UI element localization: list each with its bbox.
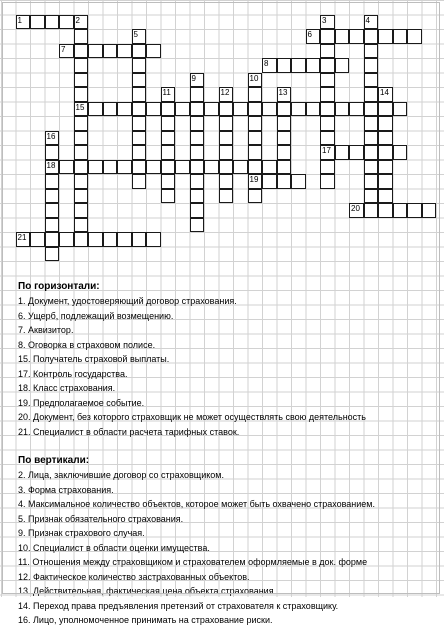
crossword-cell[interactable]	[161, 160, 176, 175]
crossword-cell[interactable]	[132, 58, 147, 73]
crossword-cell[interactable]	[219, 174, 234, 189]
down-clue-16: 16. Лицо, уполномоченное принимать на страхование риски.	[18, 615, 273, 625]
down-clue-14: 14. Переход права предъявления претензий от страхователя к страховщику.	[18, 600, 339, 611]
crossword-cell[interactable]	[190, 203, 205, 218]
crossword-cell[interactable]	[277, 174, 292, 189]
crossword-cell[interactable]	[378, 116, 393, 131]
crossword-cell[interactable]	[320, 102, 335, 117]
crossword-cell[interactable]	[45, 131, 60, 146]
crossword-cell[interactable]	[103, 44, 118, 59]
crossword-cell[interactable]	[364, 174, 379, 189]
crossword-cell[interactable]	[190, 73, 205, 88]
crossword-cell[interactable]	[45, 145, 60, 160]
crossword-cell[interactable]	[74, 29, 89, 44]
crossword-cell[interactable]	[219, 116, 234, 131]
crossword-cell[interactable]	[335, 145, 350, 160]
crossword-cell[interactable]	[88, 44, 103, 59]
crossword-cell[interactable]	[117, 160, 132, 175]
crossword-cell[interactable]	[320, 87, 335, 102]
crossword-cell[interactable]	[320, 44, 335, 59]
crossword-cell[interactable]	[378, 145, 393, 160]
crossword-cell[interactable]	[103, 160, 118, 175]
crossword-cell[interactable]	[320, 29, 335, 44]
clue-number: 4	[365, 15, 370, 25]
crossword-cell[interactable]	[132, 116, 147, 131]
crossword-cell[interactable]	[132, 29, 147, 44]
crossword-cell[interactable]	[16, 232, 31, 247]
crossword-cell[interactable]	[132, 87, 147, 102]
crossword-cell[interactable]	[103, 232, 118, 247]
across-clue-7: 7. Аквизитор.	[18, 325, 74, 335]
across-clue-21: 21. Специалист в области расчета тарифных ставок.	[18, 426, 240, 437]
crossword-cell[interactable]	[393, 29, 408, 44]
crossword-cell[interactable]	[45, 15, 60, 30]
crossword-cell[interactable]	[393, 102, 408, 117]
crossword-cell[interactable]	[219, 87, 234, 102]
crossword-cell[interactable]	[74, 116, 89, 131]
crossword-cell[interactable]	[378, 203, 393, 218]
crossword-cell[interactable]	[262, 58, 277, 73]
crossword-cell[interactable]	[190, 102, 205, 117]
crossword-cell[interactable]	[262, 102, 277, 117]
clue-number: 15	[75, 102, 85, 112]
crossword-cell[interactable]	[219, 160, 234, 175]
crossword-cell[interactable]	[320, 73, 335, 88]
crossword-cell[interactable]	[364, 87, 379, 102]
crossword-cell[interactable]	[378, 29, 393, 44]
across-clue-17: 17. Контроль государства.	[18, 368, 128, 379]
crossword-cell[interactable]	[364, 102, 379, 117]
across-clue-20: 20. Документ, без которого страховщик не может осуществлять свою деятельность	[18, 412, 366, 422]
clue-number: 3	[322, 15, 327, 25]
crossword-cell[interactable]	[248, 145, 263, 160]
crossword-cell[interactable]	[219, 189, 234, 204]
crossword-cell[interactable]	[364, 145, 379, 160]
crossword-cell[interactable]	[74, 218, 89, 233]
crossword-cell[interactable]	[378, 102, 393, 117]
crossword-cell[interactable]	[349, 102, 364, 117]
crossword-cell[interactable]	[190, 131, 205, 146]
crossword-cell[interactable]	[74, 174, 89, 189]
crossword-cell[interactable]	[320, 58, 335, 73]
crossword-cell[interactable]	[277, 131, 292, 146]
clue-number: 5	[133, 30, 138, 39]
crossword-cell[interactable]	[74, 87, 89, 102]
crossword-cell[interactable]	[175, 160, 190, 175]
crossword-cell[interactable]	[74, 15, 89, 30]
clue-number: 12	[220, 88, 230, 97]
clue-number: 17	[322, 146, 331, 155]
crossword-cell[interactable]	[219, 131, 234, 146]
crossword-cell[interactable]	[393, 145, 408, 160]
crossword-cell[interactable]	[364, 15, 379, 30]
crossword-cell[interactable]	[45, 203, 60, 218]
crossword-cell[interactable]	[74, 189, 89, 204]
crossword-cell[interactable]	[161, 102, 176, 117]
crossword-cell[interactable]	[74, 44, 89, 59]
crossword-cell[interactable]	[248, 160, 263, 175]
crossword-cell[interactable]	[291, 58, 306, 73]
crossword-cell[interactable]	[393, 203, 408, 218]
clue-number: 13	[278, 88, 288, 97]
crossword-cell[interactable]	[88, 232, 103, 247]
clue-number: 11	[162, 88, 171, 97]
crossword-cell[interactable]	[364, 189, 379, 204]
crossword-cell[interactable]	[233, 102, 248, 117]
crossword-cell[interactable]	[132, 232, 147, 247]
crossword-cell[interactable]	[364, 58, 379, 73]
crossword-cell[interactable]	[335, 58, 350, 73]
crossword-cell[interactable]	[262, 174, 277, 189]
clue-number: 21	[17, 233, 27, 242]
crossword-cell[interactable]	[132, 73, 147, 88]
crossword-cell[interactable]	[190, 160, 205, 175]
crossword-cell[interactable]	[45, 174, 60, 189]
across-clue-15: 15. Получатель страховой выплаты.	[18, 354, 170, 364]
crossword-cell[interactable]	[30, 15, 45, 30]
crossword-cell[interactable]	[277, 116, 292, 131]
crossword-cell[interactable]	[320, 116, 335, 131]
across-clue-1: 1. Документ, удостоверяющий договор страхования.	[18, 296, 237, 306]
crossword-cell[interactable]	[378, 131, 393, 146]
crossword-cell[interactable]	[132, 174, 147, 189]
clue-number: 19	[249, 175, 259, 184]
down-clue-5: 5. Признак обязательного страхования.	[18, 513, 184, 524]
crossword-cell[interactable]	[146, 232, 161, 247]
clue-number: 9	[191, 73, 196, 83]
crossword-cell[interactable]	[248, 189, 263, 204]
crossword-cell[interactable]	[74, 145, 89, 160]
crossword-cell[interactable]	[146, 102, 161, 117]
crossword-cell[interactable]	[161, 145, 176, 160]
crossword-cell[interactable]	[248, 87, 263, 102]
crossword-cell[interactable]	[74, 232, 89, 247]
crossword-cell[interactable]	[45, 160, 60, 175]
clue-number: 18	[46, 160, 56, 170]
crossword-cell[interactable]	[74, 160, 89, 175]
crossword-cell[interactable]	[146, 44, 161, 59]
crossword-cell[interactable]	[364, 44, 379, 59]
crossword-cell[interactable]	[364, 203, 379, 218]
crossword-cell[interactable]	[248, 102, 263, 117]
crossword-cell[interactable]	[146, 160, 161, 175]
crossword-cell[interactable]	[306, 29, 321, 44]
crossword-cell[interactable]	[407, 29, 422, 44]
crossword-cell[interactable]	[45, 247, 60, 262]
crossword-cell[interactable]	[378, 189, 393, 204]
crossword-cell[interactable]	[320, 145, 335, 160]
crossword-cell[interactable]	[190, 174, 205, 189]
crossword-cell[interactable]	[335, 29, 350, 44]
crossword-cell[interactable]	[407, 203, 422, 218]
crossword-cell[interactable]	[248, 73, 263, 88]
crossword-cell[interactable]	[349, 29, 364, 44]
crossword-cell[interactable]	[132, 44, 147, 59]
crossword-cell[interactable]	[45, 218, 60, 233]
crossword-cell[interactable]	[364, 73, 379, 88]
down-clue-12: 12. Фактическое количество застрахованных объектов.	[18, 571, 250, 582]
crossword-cell[interactable]	[59, 15, 74, 30]
crossword-cell[interactable]	[16, 15, 31, 30]
crossword-cell[interactable]	[277, 87, 292, 102]
down-clue-2: 2. Лица, заключившие договор со страховщиком.	[18, 470, 224, 480]
crossword-cell[interactable]	[306, 102, 321, 117]
clue-number: 20	[351, 204, 360, 213]
crossword-cell[interactable]	[117, 102, 132, 117]
crossword-cell[interactable]	[132, 102, 147, 117]
across-clue-8: 8. Оговорка в страховом полисе.	[18, 339, 156, 350]
crossword-cell[interactable]	[30, 232, 45, 247]
crossword-cell[interactable]	[320, 160, 335, 175]
crossword-cell[interactable]	[291, 102, 306, 117]
crossword-cell[interactable]	[59, 232, 74, 247]
crossword-cell[interactable]	[74, 102, 89, 117]
crossword-cell[interactable]	[88, 160, 103, 175]
down-clue-11: 11. Отношения между страховщиком и страхователем оформляемые в док. форме	[18, 557, 368, 567]
crossword-cell[interactable]	[277, 102, 292, 117]
crossword-cell[interactable]	[117, 44, 132, 59]
crossword-cell[interactable]	[59, 160, 74, 175]
crossword-cell[interactable]	[59, 44, 74, 59]
crossword-cell[interactable]	[74, 131, 89, 146]
crossword-cell[interactable]	[103, 102, 118, 117]
crossword-cell[interactable]	[74, 203, 89, 218]
crossword-cell[interactable]	[190, 145, 205, 160]
crossword-cell[interactable]	[364, 29, 379, 44]
crossword-cell[interactable]	[320, 174, 335, 189]
crossword-cell[interactable]	[161, 87, 176, 102]
crossword-cell[interactable]	[349, 203, 364, 218]
crossword-cell[interactable]	[262, 160, 277, 175]
crossword-cell[interactable]	[335, 102, 350, 117]
crossword-cell[interactable]	[74, 73, 89, 88]
crossword-cell[interactable]	[364, 160, 379, 175]
crossword-cell[interactable]	[364, 116, 379, 131]
crossword-cell[interactable]	[219, 102, 234, 117]
crossword-cell[interactable]	[45, 189, 60, 204]
crossword-cell[interactable]	[364, 131, 379, 146]
crossword-cell[interactable]	[248, 131, 263, 146]
crossword-cell[interactable]	[132, 131, 147, 146]
crossword-cell[interactable]	[378, 160, 393, 175]
down-clue-10: 10. Специалист в области оценки имущества.	[18, 542, 210, 553]
crossword-cell[interactable]	[233, 160, 248, 175]
crossword-cell[interactable]	[175, 102, 190, 117]
crossword-cell[interactable]	[190, 116, 205, 131]
down-clue-13: 13. Действительная, фактическая цена объекта страхования.	[18, 586, 277, 596]
crossword-cell[interactable]	[277, 160, 292, 175]
crossword-cell[interactable]	[320, 15, 335, 30]
crossword-cell[interactable]	[132, 145, 147, 160]
crossword-cell[interactable]	[161, 189, 176, 204]
crossword-cell[interactable]	[277, 58, 292, 73]
crossword-cell[interactable]	[204, 160, 219, 175]
clue-number: 7	[61, 44, 66, 54]
crossword-cell[interactable]	[422, 203, 437, 218]
crossword-cell[interactable]	[161, 131, 176, 146]
crossword-cell[interactable]	[378, 174, 393, 189]
crossword-cell[interactable]	[132, 160, 147, 175]
crossword-cell[interactable]	[277, 145, 292, 160]
crossword-cell[interactable]	[219, 145, 234, 160]
down-clue-3: 3. Форма страхования.	[18, 484, 114, 495]
clue-number: 1	[17, 15, 22, 25]
crossword-cell[interactable]	[45, 232, 60, 247]
across-clue-6: 6. Ущерб, подлежащий возмещению.	[18, 310, 174, 321]
across-clue-18: 18. Класс страхования.	[18, 383, 116, 393]
crossword-cell[interactable]	[248, 174, 263, 189]
crossword-grid	[0, 0, 444, 262]
down-clue-4: 4. Максимальное количество объектов, которое может быть охвачено страхованием.	[18, 499, 375, 509]
crossword-cell[interactable]	[204, 102, 219, 117]
across-clue-19: 19. Предполагаемое событие.	[18, 397, 145, 408]
crossword-cell[interactable]	[161, 116, 176, 131]
down-heading: По вертикали:	[18, 455, 90, 466]
crossword-cell[interactable]	[320, 131, 335, 146]
crossword-cell[interactable]	[291, 174, 306, 189]
across-heading: По горизонтали:	[18, 281, 100, 292]
down-clue-9: 9. Признак страхового случая.	[18, 528, 145, 538]
clue-number: 14	[380, 88, 389, 97]
crossword-cell[interactable]	[349, 145, 364, 160]
crossword-cell[interactable]	[74, 58, 89, 73]
clue-number: 6	[307, 30, 312, 39]
crossword-cell[interactable]	[190, 189, 205, 204]
clue-number: 16	[46, 131, 56, 141]
crossword-cell[interactable]	[161, 174, 176, 189]
crossword-cell[interactable]	[306, 58, 321, 73]
clue-number: 8	[264, 59, 269, 68]
crossword-cell[interactable]	[117, 232, 132, 247]
crossword-cell[interactable]	[378, 87, 393, 102]
clue-number: 10	[249, 73, 259, 83]
clue-number: 2	[75, 15, 80, 25]
crossword-cell[interactable]	[248, 116, 263, 131]
crossword-cell[interactable]	[190, 87, 205, 102]
crossword-cell[interactable]	[190, 218, 205, 233]
crossword-cell[interactable]	[88, 102, 103, 117]
